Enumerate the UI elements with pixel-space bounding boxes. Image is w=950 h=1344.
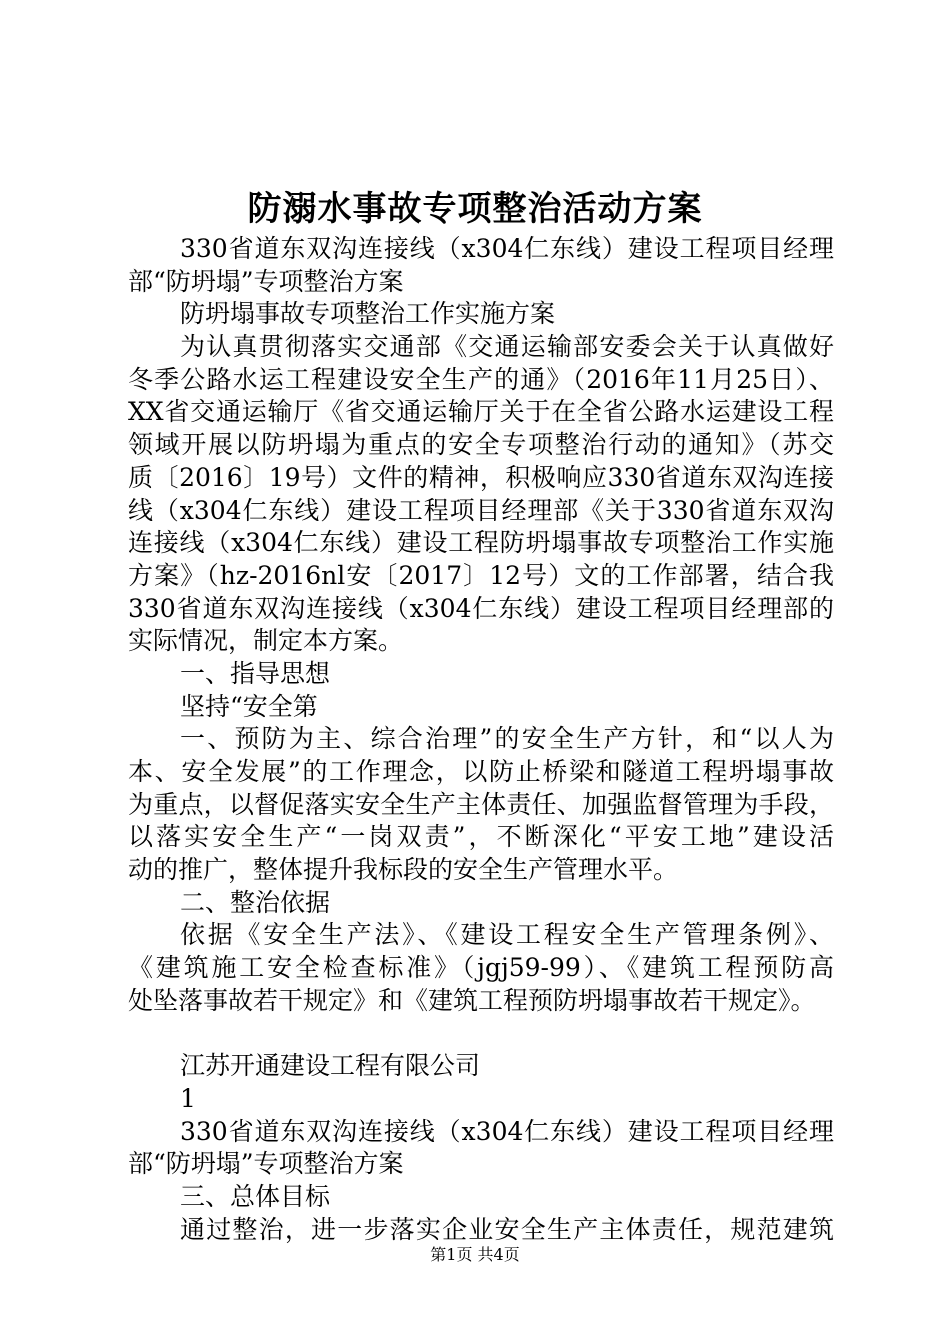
paragraph-line: XX省交通运输厅《省交通运输厅关于在全省公路水运建设工程: [128, 397, 834, 427]
paragraph-line: 《建筑施工安全检查标准》（jgj59-99）、《建筑工程预防高: [128, 953, 834, 983]
header-line-1: 330省道东双沟连接线（x304仁东线）建设工程项目经理: [180, 1116, 834, 1146]
paragraph-line: 坚持“安全第: [180, 691, 318, 721]
section-heading-3: 三、总体目标: [180, 1181, 331, 1211]
paragraph-line: 本、安全发展”的工作理念，以防止桥梁和隧道工程坍塌事故: [128, 757, 834, 786]
paragraph-line: 通过整治，进一步落实企业安全生产主体责任，规范建筑: [180, 1214, 834, 1244]
document-body: [128, 233, 834, 1246]
paragraph-line: 连接线（x304仁东线）建设工程防坍塌事故专项整治工作实施: [128, 528, 834, 558]
page-marker: 1: [180, 1083, 196, 1113]
blank-line: [128, 1018, 834, 1051]
subtitle-line: 防坍塌事故专项整治工作实施方案: [180, 299, 556, 329]
section-heading-2: 二、整治依据: [180, 887, 331, 917]
paragraph-line: 方案》（hz-2016nl安〔2017〕12号）文的工作部署，结合我: [128, 560, 834, 590]
paragraph-line: 一、预防为主、综合治理”的安全生产方针，和“以人为: [180, 724, 834, 754]
paragraph-line: 为认真贯彻落实交通部《交通运输部安委会关于认真做好: [180, 332, 834, 362]
paragraph-line: 实际情况，制定本方案。: [128, 626, 404, 656]
company-name: 江苏开通建设工程有限公司: [180, 1051, 481, 1081]
header-line-1: 330省道东双沟连接线（x304仁东线）建设工程项目经理: [180, 234, 834, 263]
paragraph-line: 动的推广，整体提升我标段的安全生产管理水平。: [128, 855, 679, 885]
paragraph-line: 以落实安全生产“一岗双责”，不断深化“平安工地”建设活: [128, 822, 834, 852]
paragraph-line: 质〔2016〕19号）文件的精神，积极响应330省道东双沟连接: [128, 462, 834, 492]
document-title: 防溺水事故专项整治活动方案: [247, 189, 703, 229]
page-footer: 第1页 共4页: [430, 1245, 520, 1264]
header-line-2: 部“防坍塌”专项整治方案: [128, 1149, 404, 1179]
paragraph-line: 依据《安全生产法》、《建设工程安全生产管理条例》、: [180, 920, 834, 950]
paragraph-line: 330省道东双沟连接线（x304仁东线）建设工程项目经理部的: [128, 593, 834, 623]
paragraph-line: 为重点，以督促落实安全生产主体责任、加强监督管理为手段，: [128, 789, 834, 819]
paragraph-line: 领域开展以防坍塌为重点的安全专项整治行动的通知》（苏交: [128, 430, 834, 460]
paragraph-line: 线（x304仁东线）建设工程项目经理部《关于330省道东双沟: [128, 495, 834, 525]
paragraph-line: 冬季公路水运工程建设安全生产的通》（2016年11月25日）、: [128, 364, 834, 394]
header-line-2: 部“防坍塌”专项整治方案: [128, 266, 404, 296]
section-heading-1: 一、指导思想: [180, 658, 331, 688]
paragraph-line: 处坠落事故若干规定》和《建筑工程预防坍塌事故若干规定》。: [128, 985, 816, 1015]
